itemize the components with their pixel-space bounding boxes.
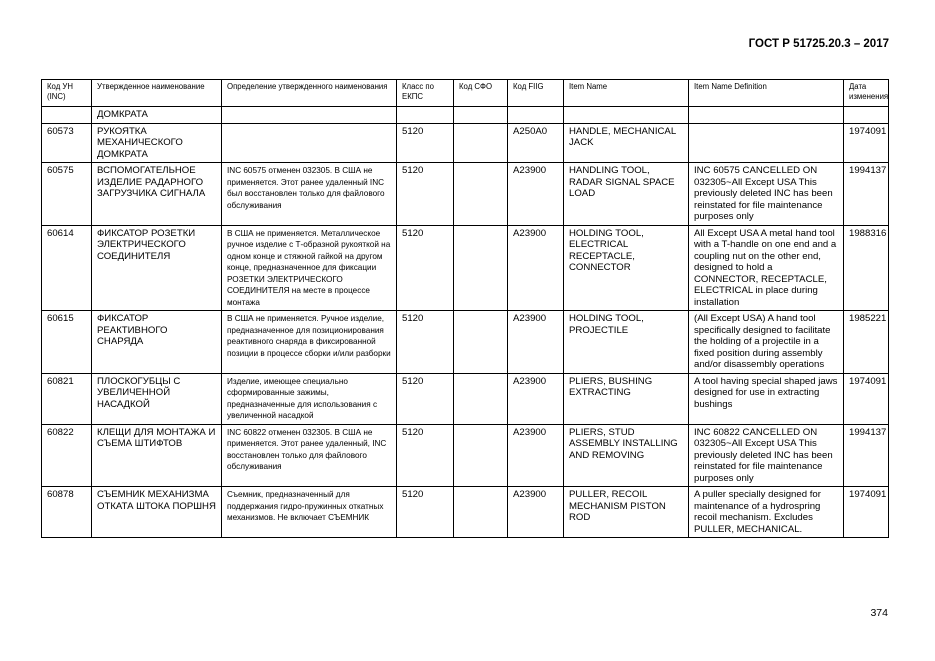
cell-def-ru [222,123,397,163]
cell-date: 1974091 [844,487,889,538]
table-row [42,373,889,424]
cell-inc: 60615 [42,311,92,374]
cell-name-ru: РУКОЯТКА МЕХАНИЧЕСКОГО ДОМКРАТА [92,123,222,163]
cell-sfo [454,487,508,538]
cell-item-name: HANDLING TOOL, RADAR SIGNAL SPACE LOAD [564,163,689,226]
col-header-item-name: Item Name [564,80,689,107]
table-row [42,225,889,311]
cell-item-def: INC 60575 CANCELLED ON 032305~All Except USA This previously deleted INC has been reinstated for file maintenance purposes only [689,163,844,226]
cell-item-def: (All Except USA) A hand tool specifically designed to facilitate the holding of a projectile in a fixed position during assembly and/or disassembly operations [689,311,844,374]
cell-item-def: A tool having special shaped jaws designed for use in extracting bushings [689,373,844,424]
cell-class: 5120 [397,163,454,226]
table-row [42,424,889,487]
cell-name-ru: СЪЕМНИК МЕХАНИЗМА ОТКАТА ШТОКА ПОРШНЯ [92,487,222,538]
cell-item-name: PLIERS, BUSHING EXTRACTING [564,373,689,424]
cell-item-def: INC 60822 CANCELLED ON 032305~All Except USA This previously deleted INC has been reinstated for file maintenance purposes only [689,424,844,487]
table-row [42,487,889,538]
cell-item-def [689,123,844,163]
cell-sfo [454,123,508,163]
cell-class: 5120 [397,123,454,163]
cell-inc: 60821 [42,373,92,424]
cell-class: 5120 [397,311,454,374]
cell-name-ru: КЛЕЩИ ДЛЯ МОНТАЖА И СЪЕМА ШТИФТОВ [92,424,222,487]
cell-class: 5120 [397,225,454,311]
col-header-def-ru: Определение утвержденного наименования [222,80,397,107]
cell-name-ru: ФИКСАТОР РЕАКТИВНОГО СНАРЯДА [92,311,222,374]
cell-date: 1985221 [844,311,889,374]
cell-fiig: A23900 [508,225,564,311]
col-header-inc: Код УН (INC) [42,80,92,107]
cell-def-ru: В США не применяется. Металлическое ручное изделие с Т-образной рукояткой на одном конце и стяжной гайкой на другом конце, предназначенное для фиксации РОЗЕТКИ ЭЛЕКТРИЧЕСКОГО СОЕДИНИТЕЛЯ на месте в процессе монтажа [222,225,397,311]
cell-fiig: A23900 [508,487,564,538]
cell-item-name: PLIERS, STUD ASSEMBLY INSTALLING AND REMOVING [564,424,689,487]
cell-def-ru: INC 60822 отменен 032305. В США не применяется. Этот ранее удаленный, INC восстановлен только для файлового обслуживания [222,424,397,487]
cell-name-ru: ФИКСАТОР РОЗЕТКИ ЭЛЕКТРИЧЕСКОГО СОЕДИНИТЕЛЯ [92,225,222,311]
cell-date: 1974091 [844,373,889,424]
cell-fiig: A23900 [508,311,564,374]
cell-item-name: HOLDING TOOL, ELECTRICAL RECEPTACLE, CONNECTOR [564,225,689,311]
cell-item-name: HANDLE, MECHANICAL JACK [564,123,689,163]
cell-date: 1988316 [844,225,889,311]
cell-sfo [454,373,508,424]
cell-inc: 60573 [42,123,92,163]
cell-date: 1994137 [844,424,889,487]
cell-date: 1974091 [844,123,889,163]
cell-name-ru: ПЛОСКОГУБЦЫ С УВЕЛИЧЕННОЙ НАСАДКОЙ [92,373,222,424]
cell-inc: 60878 [42,487,92,538]
table-row [42,123,889,163]
table-header-row [42,80,889,107]
cell-fiig: A23900 [508,163,564,226]
cell-class: 5120 [397,424,454,487]
page-number: 374 [870,607,888,619]
cell-class: 5120 [397,487,454,538]
cell-sfo [454,225,508,311]
cell-inc: 60575 [42,163,92,226]
cell-def-ru: Изделие, имеющее специально сформированные зажимы, предназначенные для использования с увеличенной насадкой [222,373,397,424]
col-header-sfo: Код СФО [454,80,508,107]
continuation-text: ДОМКРАТА [92,107,222,124]
col-header-class: Класс по ЕКПС [397,80,454,107]
cell-sfo [454,424,508,487]
inc-table [41,79,889,538]
cell-fiig: A23900 [508,424,564,487]
col-header-item-def: Item Name Definition [689,80,844,107]
cell-def-ru: Съемник, предназначенный для поддержания гидро-пружинных откатных механизмов. Не включает СЪЕМНИК [222,487,397,538]
table-row [42,163,889,226]
col-header-name-ru: Утвержденное наименование [92,80,222,107]
cell-item-def: All Except USA A metal hand tool with a T-handle on one end and a coupling nut on the other end, designed to hold a CONNECTOR, RECEPTACLE, ELECTRICAL in place during installation [689,225,844,311]
col-header-date: Дата изменения [844,80,889,107]
table-row [42,311,889,374]
document-header: ГОСТ Р 51725.20.3 – 2017 [748,38,889,50]
table-row-continuation [42,107,889,124]
cell-inc: 60822 [42,424,92,487]
cell-name-ru: ВСПОМОГАТЕЛЬНОЕ ИЗДЕЛИЕ РАДАРНОГО ЗАГРУЗЧИКА СИГНАЛА [92,163,222,226]
cell-date: 1994137 [844,163,889,226]
cell-def-ru: В США не применяется. Ручное изделие, предназначенное для позиционирования реактивного снаряда в фиксированной позиции в процессе сборки и/или разборки [222,311,397,374]
cell-def-ru: INC 60575 отменен 032305. В США не применяется. Этот ранее удаленный INC был восстановлен только для файлового обслуживания [222,163,397,226]
col-header-fiig: Код FIIG [508,80,564,107]
cell-sfo [454,163,508,226]
cell-item-name: HOLDING TOOL, PROJECTILE [564,311,689,374]
cell-item-def: A puller specially designed for maintenance of a hydrospring recoil mechanism. Excludes PULLER, MECHANICAL. [689,487,844,538]
cell-inc: 60614 [42,225,92,311]
cell-fiig: A250A0 [508,123,564,163]
cell-fiig: A23900 [508,373,564,424]
cell-item-name: PULLER, RECOIL MECHANISM PISTON ROD [564,487,689,538]
cell-sfo [454,311,508,374]
cell-class: 5120 [397,373,454,424]
